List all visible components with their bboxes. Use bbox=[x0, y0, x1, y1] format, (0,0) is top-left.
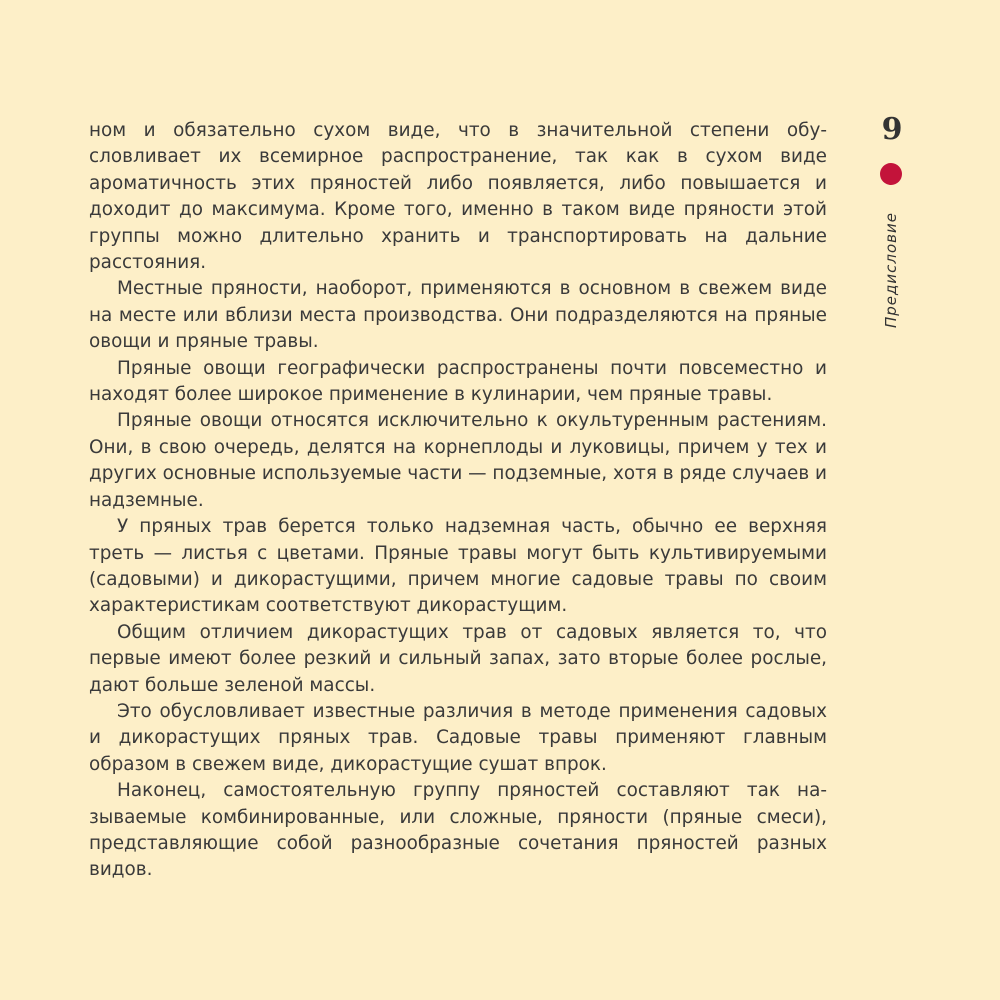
paragraph-7: Это обусловливает известные различия в методе применения садовых и дикорастущих пряных трав. Садовые травы применяют главным образом в свежем виде, дикорастущие сушат впрок. bbox=[89, 700, 827, 775]
decorative-dot bbox=[880, 163, 902, 185]
page-number: 9 bbox=[881, 112, 903, 147]
paragraph-3: Пряные овощи географически распространены почти повсеместно и находят более широкое применение в кулинарии, чем пряные травы. bbox=[89, 357, 827, 406]
body-text bbox=[89, 118, 827, 884]
paragraph-8: Наконец, самостоятельную группу пряностей составляют так называемые комбинированные, или сложные, пряности (пряные смеси), представляющие собой разнообразные сочетания пряностей разных видов. bbox=[89, 780, 827, 881]
paragraph-6: Общим отличием дикорастущих трав от садовых является то, что первые имеют более резкий и сильный запах, зато вторые более рослые, дают больше зеленой массы. bbox=[89, 621, 827, 696]
paragraph-5: У пряных трав берется только надземная часть, обычно ее верхняя треть — листья с цветами. Пряные травы могут быть культивируемыми (садовыми) и дикорастущими, причем многие садовые травы по своим характеристикам соответствуют дикорастущим. bbox=[89, 516, 827, 617]
paragraph-2: Местные пряности, наоборот, применяются в основном в свежем виде на месте или вблизи места производства. Они подразделяются на пряные овощи и пряные травы. bbox=[89, 278, 827, 353]
paragraph-4: Пряные овощи относятся исключительно к окультуренным растениям. Они, в свою очередь, делятся на корнеплоды и луковицы, причем у тех и других основные используемые части — подземные, хотя в ряде случаев и надземные. bbox=[89, 410, 827, 511]
paragraph-1: ном и обязательно сухом виде, что в значительной степени обусловливает их всемирное распространение, так как в сухом виде ароматичность этих пряностей либо появляется, либо повышается и доходит до максимума. Кроме того, именно в таком виде пряности этой группы можно длительно хранить и транспортировать на дальние расстояния. bbox=[89, 120, 827, 274]
running-head: Предисловие bbox=[882, 212, 900, 328]
